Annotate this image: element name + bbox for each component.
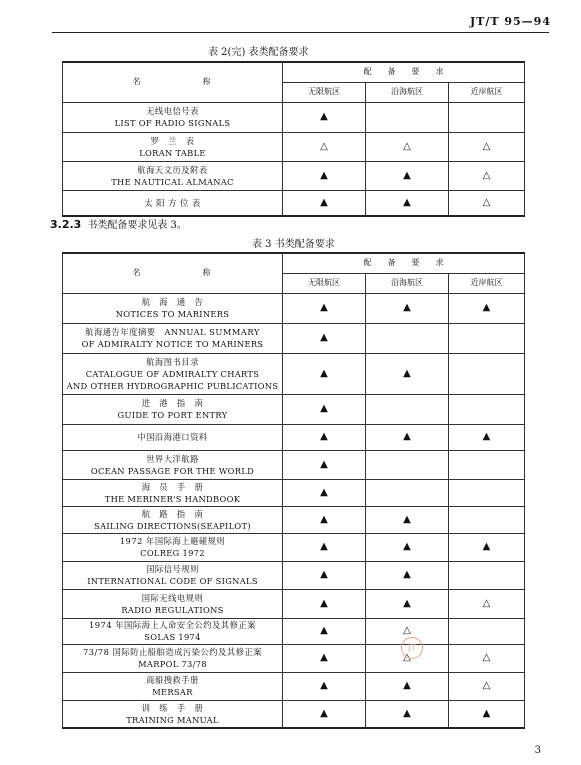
requirement-mark: ▲ <box>283 479 366 506</box>
item-name-cell <box>63 618 283 644</box>
requirement-mark: ▲ <box>283 618 366 644</box>
requirement-mark: △ <box>366 618 449 644</box>
requirement-mark: △ <box>449 190 525 216</box>
item-name-cn: 航 路 指 南 <box>141 508 204 519</box>
requirement-mark: ▲ <box>283 644 366 672</box>
item-name-cn: 航 海 通 告 <box>141 297 204 307</box>
table3-caption: 表 3 书类配备要求 <box>252 239 335 250</box>
item-name-cn: 训 练 手 册 <box>141 702 204 713</box>
item-name-cn: 1972 年国际海上避碰规则 <box>119 536 226 546</box>
requirement-mark: △ <box>449 644 525 672</box>
table-row <box>63 394 525 424</box>
item-name-en: MERSAR <box>152 687 193 697</box>
requirement-mark: ▲ <box>366 672 449 700</box>
item-name-cn: 中国沿海港口资料 <box>137 432 208 442</box>
item-name-cn: 航海图书目录 <box>146 356 199 367</box>
requirement-mark: ▲ <box>283 533 366 561</box>
requirement-mark <box>449 618 525 644</box>
item-name-en: CATALOGUE OF ADMIRALTY CHARTS <box>85 368 260 379</box>
item-name-en: RADIO REGULATIONS <box>121 604 224 615</box>
requirement-mark: ▲ <box>449 424 525 450</box>
table-row <box>63 293 525 323</box>
item-name-cell <box>63 323 283 353</box>
requirement-mark <box>366 102 449 132</box>
requirement-mark <box>449 450 525 479</box>
table3-name-header: 名 称 <box>63 253 283 293</box>
table-row <box>63 644 525 672</box>
item-name-cn: 国际无线电规则 <box>141 592 204 603</box>
item-name-cn: 商船搜救手册 <box>146 675 199 685</box>
item-name-en: INTERNATIONAL CODE OF SIGNALS <box>87 576 258 586</box>
item-name-en: LORAN TABLE <box>139 147 206 158</box>
requirement-mark: △ <box>449 161 525 190</box>
page-number: 3 <box>534 745 541 756</box>
item-name-en: THE NAUTICAL ALMANAC <box>111 176 234 187</box>
item-name-cn: 世界大洋航路 <box>146 453 199 464</box>
section-3-2-3 <box>50 216 187 231</box>
item-name-en: OF ADMIRALTY NOTICE TO MARINERS <box>81 339 264 349</box>
table-row <box>63 190 525 216</box>
requirement-mark: ▲ <box>283 672 366 700</box>
table2-col-header: 沿海航区 <box>366 82 449 102</box>
item-name-cn: 国际信号规则 <box>146 564 199 574</box>
requirement-mark: ▲ <box>283 424 366 450</box>
requirement-mark <box>366 323 449 353</box>
item-name-cell <box>63 644 283 672</box>
table-row <box>63 672 525 700</box>
requirement-mark: ▲ <box>283 561 366 589</box>
item-name-cell <box>63 450 283 479</box>
item-name-en: GUIDE TO PORT ENTRY <box>117 410 228 420</box>
table2-col-header: 无限航区 <box>283 82 366 102</box>
item-name-cell <box>63 700 283 728</box>
item-name-en: OCEAN PASSAGE FOR THE WORLD <box>90 465 255 476</box>
requirement-mark: ▲ <box>283 323 366 353</box>
requirement-mark: ▲ <box>283 450 366 479</box>
item-name-en: SAILING DIRECTIONS(SEAPILOT) <box>94 520 251 531</box>
requirement-mark: ▲ <box>366 190 449 216</box>
requirement-mark: △ <box>449 672 525 700</box>
table-row <box>63 589 525 618</box>
item-name-en: THE MERINER'S HANDBOOK <box>104 493 241 504</box>
requirement-mark <box>449 353 525 394</box>
item-name-cn: 太 阳 方 位 表 <box>144 197 201 208</box>
item-name-cell <box>63 479 283 506</box>
requirement-mark: ▲ <box>366 589 449 618</box>
item-name-cn: 海 员 手 册 <box>141 481 204 492</box>
requirement-mark <box>449 394 525 424</box>
requirement-mark: ▲ <box>366 424 449 450</box>
section-text: 书类配备要求见表 3。 <box>87 220 187 231</box>
item-name-cn: 1974 年国际海上人命安全公约及其修正案 <box>88 620 256 630</box>
item-name-cell <box>63 506 283 533</box>
requirement-mark: △ <box>283 132 366 161</box>
table3-group-header: 配 备 要 求 <box>283 253 525 273</box>
item-name-en: LIST OF RADIO SIGNALS <box>114 118 231 128</box>
item-name-cell <box>63 293 283 323</box>
requirement-mark: ▲ <box>366 293 449 323</box>
item-name-cell <box>63 394 283 424</box>
item-name-cell <box>63 102 283 132</box>
requirement-mark: ▲ <box>283 589 366 618</box>
requirement-mark <box>449 561 525 589</box>
table3-col-header: 近岸航区 <box>449 273 525 293</box>
document-code: JT/T 95—94 <box>469 15 551 28</box>
requirement-mark: ▲ <box>283 190 366 216</box>
item-name-cell <box>63 589 283 618</box>
item-name-cell <box>63 672 283 700</box>
table3 <box>62 252 525 729</box>
item-name-en: SOLAS 1974 <box>144 632 201 642</box>
requirement-mark: ▲ <box>283 506 366 533</box>
table-row <box>63 450 525 479</box>
requirement-mark: △ <box>366 132 449 161</box>
item-name-cell <box>63 424 283 450</box>
header-rule <box>52 32 549 33</box>
requirement-mark: ▲ <box>366 561 449 589</box>
requirement-mark <box>449 102 525 132</box>
item-name-cn: 航海通告年度摘要 ANNUAL SUMMARY <box>85 327 260 337</box>
item-name-en: COLREG 1972 <box>140 548 205 558</box>
item-name-en: NOTICES TO MARINERS <box>115 309 230 319</box>
table3-col-header: 无限航区 <box>283 273 366 293</box>
table-row <box>63 533 525 561</box>
table-row <box>63 132 525 161</box>
item-name-en: AND OTHER HYDROGRAPHIC PUBLICATIONS <box>66 380 279 391</box>
item-name-cn: 航海天文历及附表 <box>137 164 208 175</box>
requirement-mark: ▲ <box>283 353 366 394</box>
table-row <box>63 353 525 394</box>
requirement-mark: △ <box>449 132 525 161</box>
requirement-mark: ▲ <box>366 700 449 728</box>
item-name-cn: 进 港 指 南 <box>141 398 204 408</box>
watermark-stamp: JT <box>401 637 423 659</box>
table-row <box>63 700 525 728</box>
requirement-mark: ▲ <box>449 533 525 561</box>
item-name-cell <box>63 353 283 394</box>
item-name-en: TRAINING MANUAL <box>126 714 219 725</box>
requirement-mark: ▲ <box>283 394 366 424</box>
table-row <box>63 161 525 190</box>
table-row <box>63 479 525 506</box>
requirement-mark: ▲ <box>449 700 525 728</box>
requirement-mark <box>366 479 449 506</box>
requirement-mark: ▲ <box>449 293 525 323</box>
table2-col-header: 近岸航区 <box>449 82 525 102</box>
table-row <box>63 102 525 132</box>
requirement-mark: ▲ <box>366 533 449 561</box>
requirement-mark: ▲ <box>283 102 366 132</box>
table-row <box>63 424 525 450</box>
table2-name-header: 名 称 <box>63 62 283 102</box>
requirement-mark <box>449 323 525 353</box>
table2-caption: 表 2(完) 表类配备要求 <box>208 47 309 58</box>
requirement-mark: ▲ <box>283 161 366 190</box>
table3-col-header: 沿海航区 <box>366 273 449 293</box>
requirement-mark: △ <box>449 589 525 618</box>
item-name-cell <box>63 533 283 561</box>
item-name-cell <box>63 190 283 216</box>
requirement-mark <box>449 506 525 533</box>
item-name-cell <box>63 561 283 589</box>
requirement-mark <box>449 479 525 506</box>
table-row <box>63 618 525 644</box>
requirement-mark: ▲ <box>366 353 449 394</box>
requirement-mark: △ <box>366 644 449 672</box>
item-name-cell <box>63 161 283 190</box>
table2-group-header: 配 备 要 求 <box>283 62 525 82</box>
item-name-cell <box>63 132 283 161</box>
requirement-mark: ▲ <box>283 700 366 728</box>
requirement-mark: ▲ <box>366 161 449 190</box>
requirement-mark: ▲ <box>366 506 449 533</box>
requirement-mark <box>366 450 449 479</box>
item-name-cn: 罗 兰 表 <box>150 135 195 146</box>
table-row <box>63 506 525 533</box>
item-name-en: MARPOL 73/78 <box>138 659 207 669</box>
item-name-cn: 无线电信号表 <box>146 106 199 116</box>
table-row <box>63 561 525 589</box>
requirement-mark <box>366 394 449 424</box>
section-number: 3.2.3 <box>50 218 82 231</box>
item-name-cn: 73/78 国际防止船舶造成污染公约及其修正案 <box>82 647 263 657</box>
table2 <box>62 61 525 217</box>
table-row <box>63 323 525 353</box>
requirement-mark: ▲ <box>283 293 366 323</box>
